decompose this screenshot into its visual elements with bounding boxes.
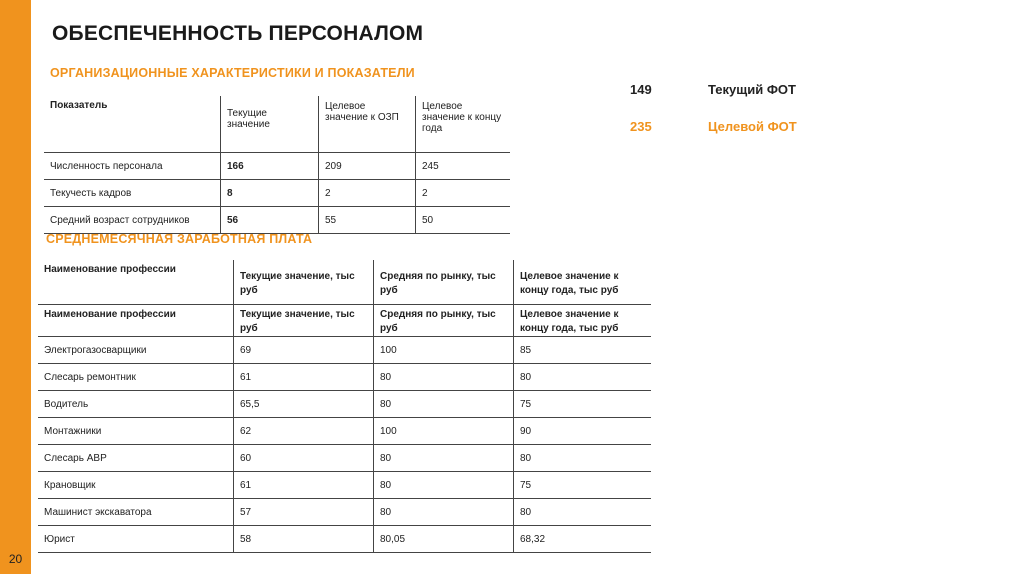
- table-cell: 61: [234, 364, 374, 391]
- table-cell: 80: [374, 472, 514, 499]
- table-cell: 100: [374, 337, 514, 364]
- header-cell: Текущие значение, тыс руб: [234, 305, 374, 337]
- table-header-row: [38, 305, 651, 337]
- page-number: 20: [8, 552, 23, 566]
- target-fot-label: Целевой ФОТ: [708, 119, 797, 134]
- table-cell: 90: [514, 418, 652, 445]
- table-cell: 80,05: [374, 526, 514, 553]
- table-cell: 50: [416, 207, 511, 234]
- table-cell: 245: [416, 153, 511, 180]
- table-cell: 65,5: [234, 391, 374, 418]
- table-cell: Машинист экскаватора: [38, 499, 234, 526]
- salary-table: [38, 260, 651, 553]
- table-cell: 56: [221, 207, 319, 234]
- table-row: [38, 526, 651, 553]
- header-cell: Целевое значение к концу года, тыс руб: [514, 305, 652, 337]
- table-row: [38, 391, 651, 418]
- table-cell: 80: [514, 499, 652, 526]
- table-cell: Водитель: [38, 391, 234, 418]
- header-cell: Средняя по рынку, тыс руб: [374, 260, 514, 305]
- table-cell: 2: [416, 180, 511, 207]
- table-cell: Слесарь ремонтник: [38, 364, 234, 391]
- table-cell: 85: [514, 337, 652, 364]
- table-cell: Монтажники: [38, 418, 234, 445]
- header-cell: Целевое значение к ОЗП: [319, 96, 416, 153]
- table-row: [38, 499, 651, 526]
- table-cell: 61: [234, 472, 374, 499]
- table-row: [38, 472, 651, 499]
- page-title: ОБЕСПЕЧЕННОСТЬ ПЕРСОНАЛОМ: [52, 22, 424, 45]
- table-cell: Численность персонала: [44, 153, 221, 180]
- table-cell: Слесарь АВР: [38, 445, 234, 472]
- table-cell: 75: [514, 391, 652, 418]
- table-row: [38, 364, 651, 391]
- table-header-row: [44, 96, 510, 153]
- table-cell: 166: [221, 153, 319, 180]
- table-header-row: [38, 260, 651, 305]
- table-row: [38, 418, 651, 445]
- table-cell: 57: [234, 499, 374, 526]
- table-cell: 60: [234, 445, 374, 472]
- header-cell: Показатель: [44, 96, 221, 153]
- table-cell: Крановщик: [38, 472, 234, 499]
- header-cell: Средняя по рынку, тыс руб: [374, 305, 514, 337]
- table-cell: 75: [514, 472, 652, 499]
- org-section-title: ОРГАНИЗАЦИОННЫЕ ХАРАКТЕРИСТИКИ И ПОКАЗАТЕЛИ: [50, 66, 415, 80]
- header-cell: Текущие значение: [221, 96, 319, 153]
- table-cell: 100: [374, 418, 514, 445]
- header-cell: Целевое значение к концу года: [416, 96, 511, 153]
- table-row: [38, 445, 651, 472]
- table-row: [44, 207, 510, 234]
- table-cell: 80: [374, 364, 514, 391]
- table-row: [38, 337, 651, 364]
- table-cell: 80: [374, 445, 514, 472]
- table-cell: 8: [221, 180, 319, 207]
- table-cell: 62: [234, 418, 374, 445]
- table-cell: 69: [234, 337, 374, 364]
- table-cell: Средний возраст сотрудников: [44, 207, 221, 234]
- table-cell: 209: [319, 153, 416, 180]
- table-row: [44, 180, 510, 207]
- table-cell: 80: [374, 391, 514, 418]
- org-indicators-table: [44, 96, 510, 234]
- table-cell: 80: [514, 364, 652, 391]
- salary-section-title: СРЕДНЕМЕСЯЧНАЯ ЗАРАБОТНАЯ ПЛАТА: [46, 232, 313, 246]
- table-cell: Юрист: [38, 526, 234, 553]
- current-fot-value: 149: [630, 82, 652, 97]
- header-cell: Текущие значение, тыс руб: [234, 260, 374, 305]
- table-cell: 2: [319, 180, 416, 207]
- table-cell: 55: [319, 207, 416, 234]
- table-cell: 58: [234, 526, 374, 553]
- table-cell: 68,32: [514, 526, 652, 553]
- table-cell: Электрогазосварщики: [38, 337, 234, 364]
- table-cell: 80: [374, 499, 514, 526]
- table-cell: Текучесть кадров: [44, 180, 221, 207]
- header-cell: Наименование профессии: [38, 305, 234, 337]
- current-fot-label: Текущий ФОТ: [708, 82, 796, 97]
- header-cell: Целевое значение к концу года, тыс руб: [514, 260, 652, 305]
- target-fot-value: 235: [630, 119, 652, 134]
- header-cell: Наименование профессии: [38, 260, 234, 305]
- table-row: [44, 153, 510, 180]
- orange-sidebar: [0, 0, 31, 574]
- table-cell: 80: [514, 445, 652, 472]
